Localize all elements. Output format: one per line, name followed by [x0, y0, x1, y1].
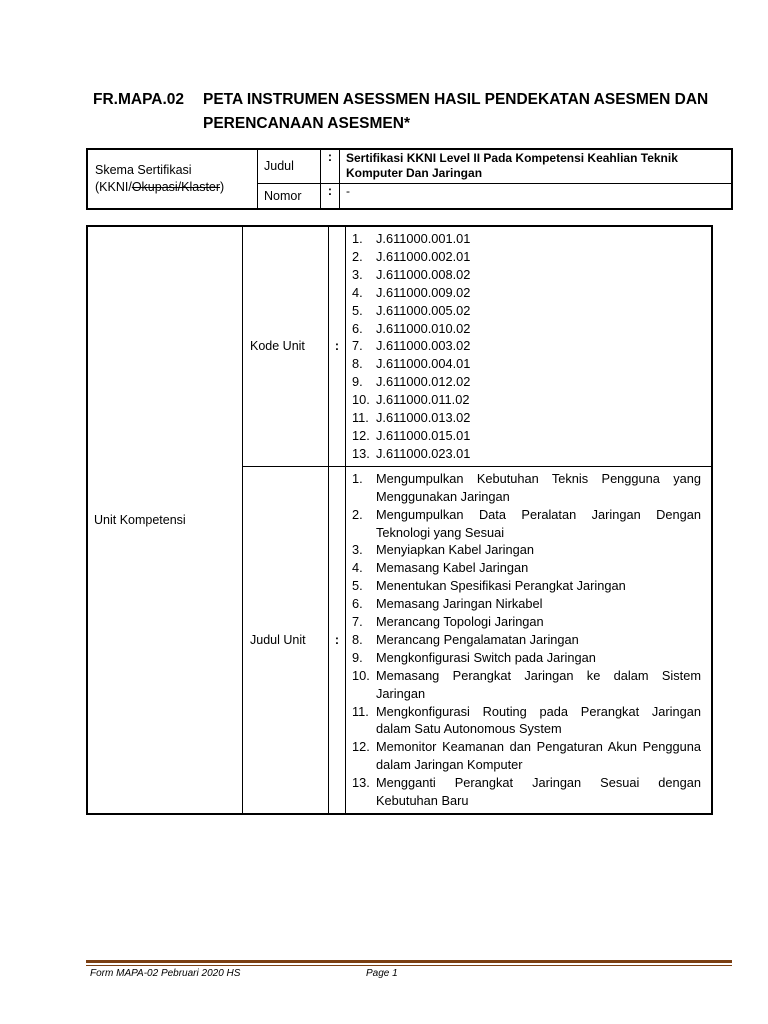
list-item-text: Memasang Perangkat Jaringan ke dalam Sistem Jaringan: [376, 667, 701, 701]
footer-rule-thin: [86, 965, 732, 966]
unit-kompetensi-label: Unit Kompetensi: [87, 226, 243, 814]
list-item-number: 11.: [352, 410, 369, 426]
list-item-number: 13.: [352, 445, 370, 461]
list-item-number: 12.: [352, 427, 370, 443]
footer-form-id: Form MAPA-02 Pebruari 2020 HS: [90, 968, 241, 979]
kode-unit-item: [352, 302, 701, 320]
list-item-number: 5.: [352, 578, 363, 594]
list-item-number: 5.: [352, 302, 363, 318]
list-item-text: J.611000.013.02: [376, 410, 471, 426]
kode-unit-item: [352, 409, 701, 427]
judul-unit-item: [352, 506, 701, 542]
list-item-number: 1.: [352, 470, 363, 486]
list-item-number: 3.: [352, 542, 363, 558]
judul-label: Judul: [258, 149, 321, 183]
list-item-number: 11.: [352, 703, 369, 719]
judul-unit-item: [352, 470, 701, 506]
form-title: PETA INSTRUMEN ASESSMEN HASIL PENDEKATAN ASESMEN DAN PERENCANAAN ASESMEN*: [203, 91, 709, 132]
skema-label-cell: [87, 149, 258, 209]
list-item-number: 8.: [352, 631, 363, 647]
list-item-number: 8.: [352, 356, 363, 372]
form-code: FR.MAPA.02: [93, 91, 185, 108]
footer-rule-thick: [86, 960, 732, 963]
kode-unit-item: [352, 373, 701, 391]
list-item-number: 9.: [352, 374, 363, 390]
list-item-text: J.611000.002.01: [376, 248, 471, 264]
judul-unit-item: [352, 738, 701, 774]
kode-unit-item: [352, 230, 701, 248]
list-item-text: J.611000.012.02: [376, 374, 471, 390]
list-item-number: 12.: [352, 739, 370, 755]
judul-unit-label: Judul Unit: [243, 466, 329, 814]
list-item-number: 2.: [352, 506, 363, 522]
judul-unit-item: [352, 577, 701, 595]
list-item-text: Memasang Kabel Jaringan: [376, 560, 529, 576]
kode-unit-item: [352, 320, 701, 338]
list-item-text: Menyiapkan Kabel Jaringan: [376, 542, 534, 558]
kode-unit-item: [352, 391, 701, 409]
list-item-text: J.611000.005.02: [376, 302, 471, 318]
skema-label-struck: Okupasi/Klaster: [131, 180, 221, 194]
list-item-number: 9.: [352, 649, 363, 665]
list-item-number: 10.: [352, 667, 370, 683]
list-item-text: J.611000.001.01: [376, 231, 471, 246]
judul-unit-item: [352, 541, 701, 559]
list-item-number: 7.: [352, 338, 363, 354]
kode-unit-item: [352, 266, 701, 284]
kode-unit-colon: :: [329, 226, 346, 466]
judul-unit-item: [352, 559, 701, 577]
list-item-text: J.611000.008.02: [376, 266, 471, 282]
judul-unit-item: [352, 774, 701, 810]
judul-value: Sertifikasi KKNI Level II Pada Kompetensi Keahlian Teknik Komputer Dan Jaringan: [340, 149, 733, 183]
list-item-text: J.611000.009.02: [376, 284, 471, 300]
skema-label-suffix: ): [220, 180, 225, 194]
judul-unit-colon: :: [329, 466, 346, 814]
list-item-text: Memonitor Keamanan dan Pengaturan Akun Pengguna dalam Jaringan Komputer: [376, 739, 701, 773]
judul-unit-list-cell: [346, 466, 713, 814]
nomor-value: -: [340, 183, 733, 209]
judul-unit-item: [352, 613, 701, 631]
judul-unit-item: [352, 703, 701, 739]
kode-unit-item: [352, 445, 701, 463]
skema-label-prefix: (KKNI/: [95, 180, 132, 194]
list-item-text: J.611000.010.02: [376, 320, 471, 336]
kode-unit-label: Kode Unit: [243, 226, 329, 466]
list-item-text: J.611000.015.01: [376, 427, 471, 443]
skema-table: [86, 148, 733, 210]
footer-page-number: Page 1: [366, 968, 398, 979]
kode-unit-list-cell: [346, 226, 713, 466]
list-item-text: Mengumpulkan Data Peralatan Jaringan Dengan Teknologi yang Sesuai: [376, 506, 701, 540]
judul-colon: :: [321, 149, 340, 183]
judul-unit-item: [352, 595, 701, 613]
list-item-text: Merancang Pengalamatan Jaringan: [376, 631, 579, 647]
list-item-text: Merancang Topologi Jaringan: [376, 614, 544, 630]
judul-unit-item: [352, 649, 701, 667]
list-item-number: 6.: [352, 320, 363, 336]
list-item-text: Memasang Jaringan Nirkabel: [376, 596, 543, 612]
list-item-text: Mengumpulkan Kebutuhan Teknis Pengguna yang Menggunakan Jaringan: [376, 470, 701, 504]
judul-unit-list: [352, 470, 701, 810]
nomor-label: Nomor: [258, 183, 321, 209]
nomor-colon: :: [321, 183, 340, 209]
judul-unit-item: [352, 631, 701, 649]
list-item-text: J.611000.003.02: [376, 338, 471, 354]
list-item-number: 1.: [352, 231, 363, 246]
kode-unit-item: [352, 355, 701, 373]
list-item-number: 2.: [352, 248, 363, 264]
kode-unit-item: [352, 427, 701, 445]
list-item-number: 7.: [352, 614, 363, 630]
list-item-number: 13.: [352, 775, 370, 791]
kode-unit-item: [352, 284, 701, 302]
kode-unit-list: [352, 230, 701, 463]
list-item-text: Mengkonfigurasi Switch pada Jaringan: [376, 649, 596, 665]
judul-unit-item: [352, 667, 701, 703]
unit-kompetensi-table: [86, 225, 713, 815]
list-item-text: J.611000.023.01: [376, 445, 471, 461]
list-item-number: 3.: [352, 266, 363, 282]
list-item-text: Menentukan Spesifikasi Perangkat Jaringan: [376, 578, 626, 594]
list-item-number: 6.: [352, 596, 363, 612]
kode-unit-item: [352, 337, 701, 355]
list-item-number: 4.: [352, 560, 363, 576]
list-item-text: Mengkonfigurasi Routing pada Perangkat Jaringan dalam Satu Autonomous System: [376, 703, 701, 737]
list-item-text: J.611000.004.01: [376, 356, 471, 372]
list-item-number: 4.: [352, 284, 363, 300]
list-item-text: J.611000.011.02: [376, 392, 470, 408]
kode-unit-item: [352, 248, 701, 266]
skema-label: Skema Sertifikasi: [95, 163, 192, 177]
list-item-number: 10.: [352, 392, 370, 408]
list-item-text: Mengganti Perangkat Jaringan Sesuai dengan Kebutuhan Baru: [376, 775, 701, 809]
